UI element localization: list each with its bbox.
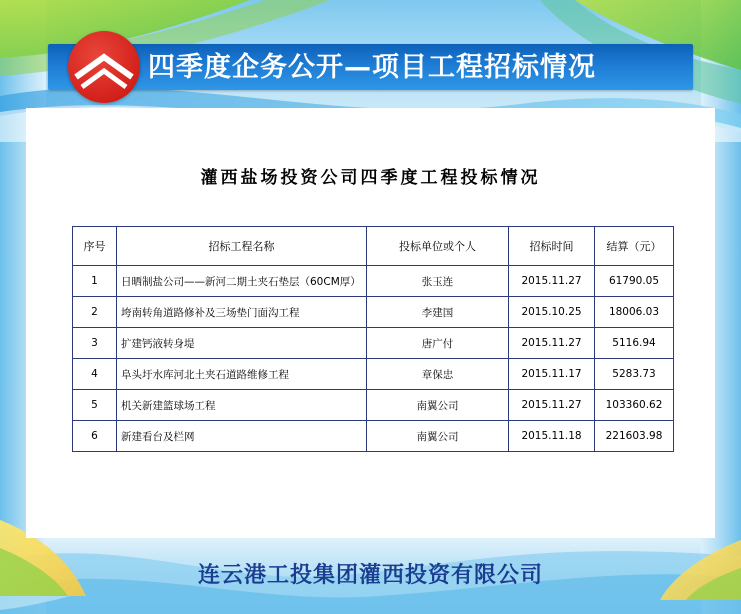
cell-bidder: 李建国 <box>367 297 509 328</box>
cell-amount: 221603.98 <box>595 421 674 452</box>
column-header-index: 序号 <box>73 227 117 266</box>
cell-date: 2015.11.18 <box>509 421 595 452</box>
cell-amount: 5283.73 <box>595 359 674 390</box>
cell-index: 4 <box>73 359 117 390</box>
cell-date: 2015.11.27 <box>509 266 595 297</box>
cell-project: 阜头圩水库河北土夹石道路维修工程 <box>117 359 367 390</box>
cell-bidder: 章保忠 <box>367 359 509 390</box>
cell-date: 2015.11.27 <box>509 328 595 359</box>
cell-project: 扩建钙液转身堤 <box>117 328 367 359</box>
table-row <box>73 359 674 390</box>
table-row <box>73 328 674 359</box>
cell-amount: 61790.05 <box>595 266 674 297</box>
cell-project: 机关新建篮球场工程 <box>117 390 367 421</box>
logo-mark-icon <box>68 31 140 103</box>
cell-project: 日晒制盐公司——新河二期土夹石垫层（60CM厚） <box>117 266 367 297</box>
cell-bidder: 南翼公司 <box>367 390 509 421</box>
cell-amount: 5116.94 <box>595 328 674 359</box>
table-row <box>73 297 674 328</box>
column-header-date: 招标时间 <box>509 227 595 266</box>
table-row <box>73 421 674 452</box>
cell-project: 新建看台及栏网 <box>117 421 367 452</box>
page-title: 四季度企务公开—项目工程招标情况 <box>148 52 596 83</box>
cell-bidder: 唐广付 <box>367 328 509 359</box>
cell-date: 2015.10.25 <box>509 297 595 328</box>
column-header-amount: 结算（元） <box>595 227 674 266</box>
footer-company-name: 连云港工投集团灌西投资有限公司 <box>197 563 543 588</box>
column-header-bidder: 投标单位或个人 <box>367 227 509 266</box>
table-row <box>73 390 674 421</box>
cell-amount: 103360.62 <box>595 390 674 421</box>
table-header-row <box>73 227 674 266</box>
bidding-table <box>72 226 674 452</box>
cell-bidder: 张玉连 <box>367 266 509 297</box>
cell-index: 2 <box>73 297 117 328</box>
cell-index: 5 <box>73 390 117 421</box>
cell-amount: 18006.03 <box>595 297 674 328</box>
cell-index: 3 <box>73 328 117 359</box>
cell-project: 垮南转角道路修补及三场垫门面沟工程 <box>117 297 367 328</box>
cell-index: 6 <box>73 421 117 452</box>
cell-date: 2015.11.27 <box>509 390 595 421</box>
column-header-project: 招标工程名称 <box>117 227 367 266</box>
cell-date: 2015.11.17 <box>509 359 595 390</box>
cell-index: 1 <box>73 266 117 297</box>
document-title: 灌西盐场投资公司四季度工程投标情况 <box>200 168 541 188</box>
table-row <box>73 266 674 297</box>
cell-bidder: 南翼公司 <box>367 421 509 452</box>
